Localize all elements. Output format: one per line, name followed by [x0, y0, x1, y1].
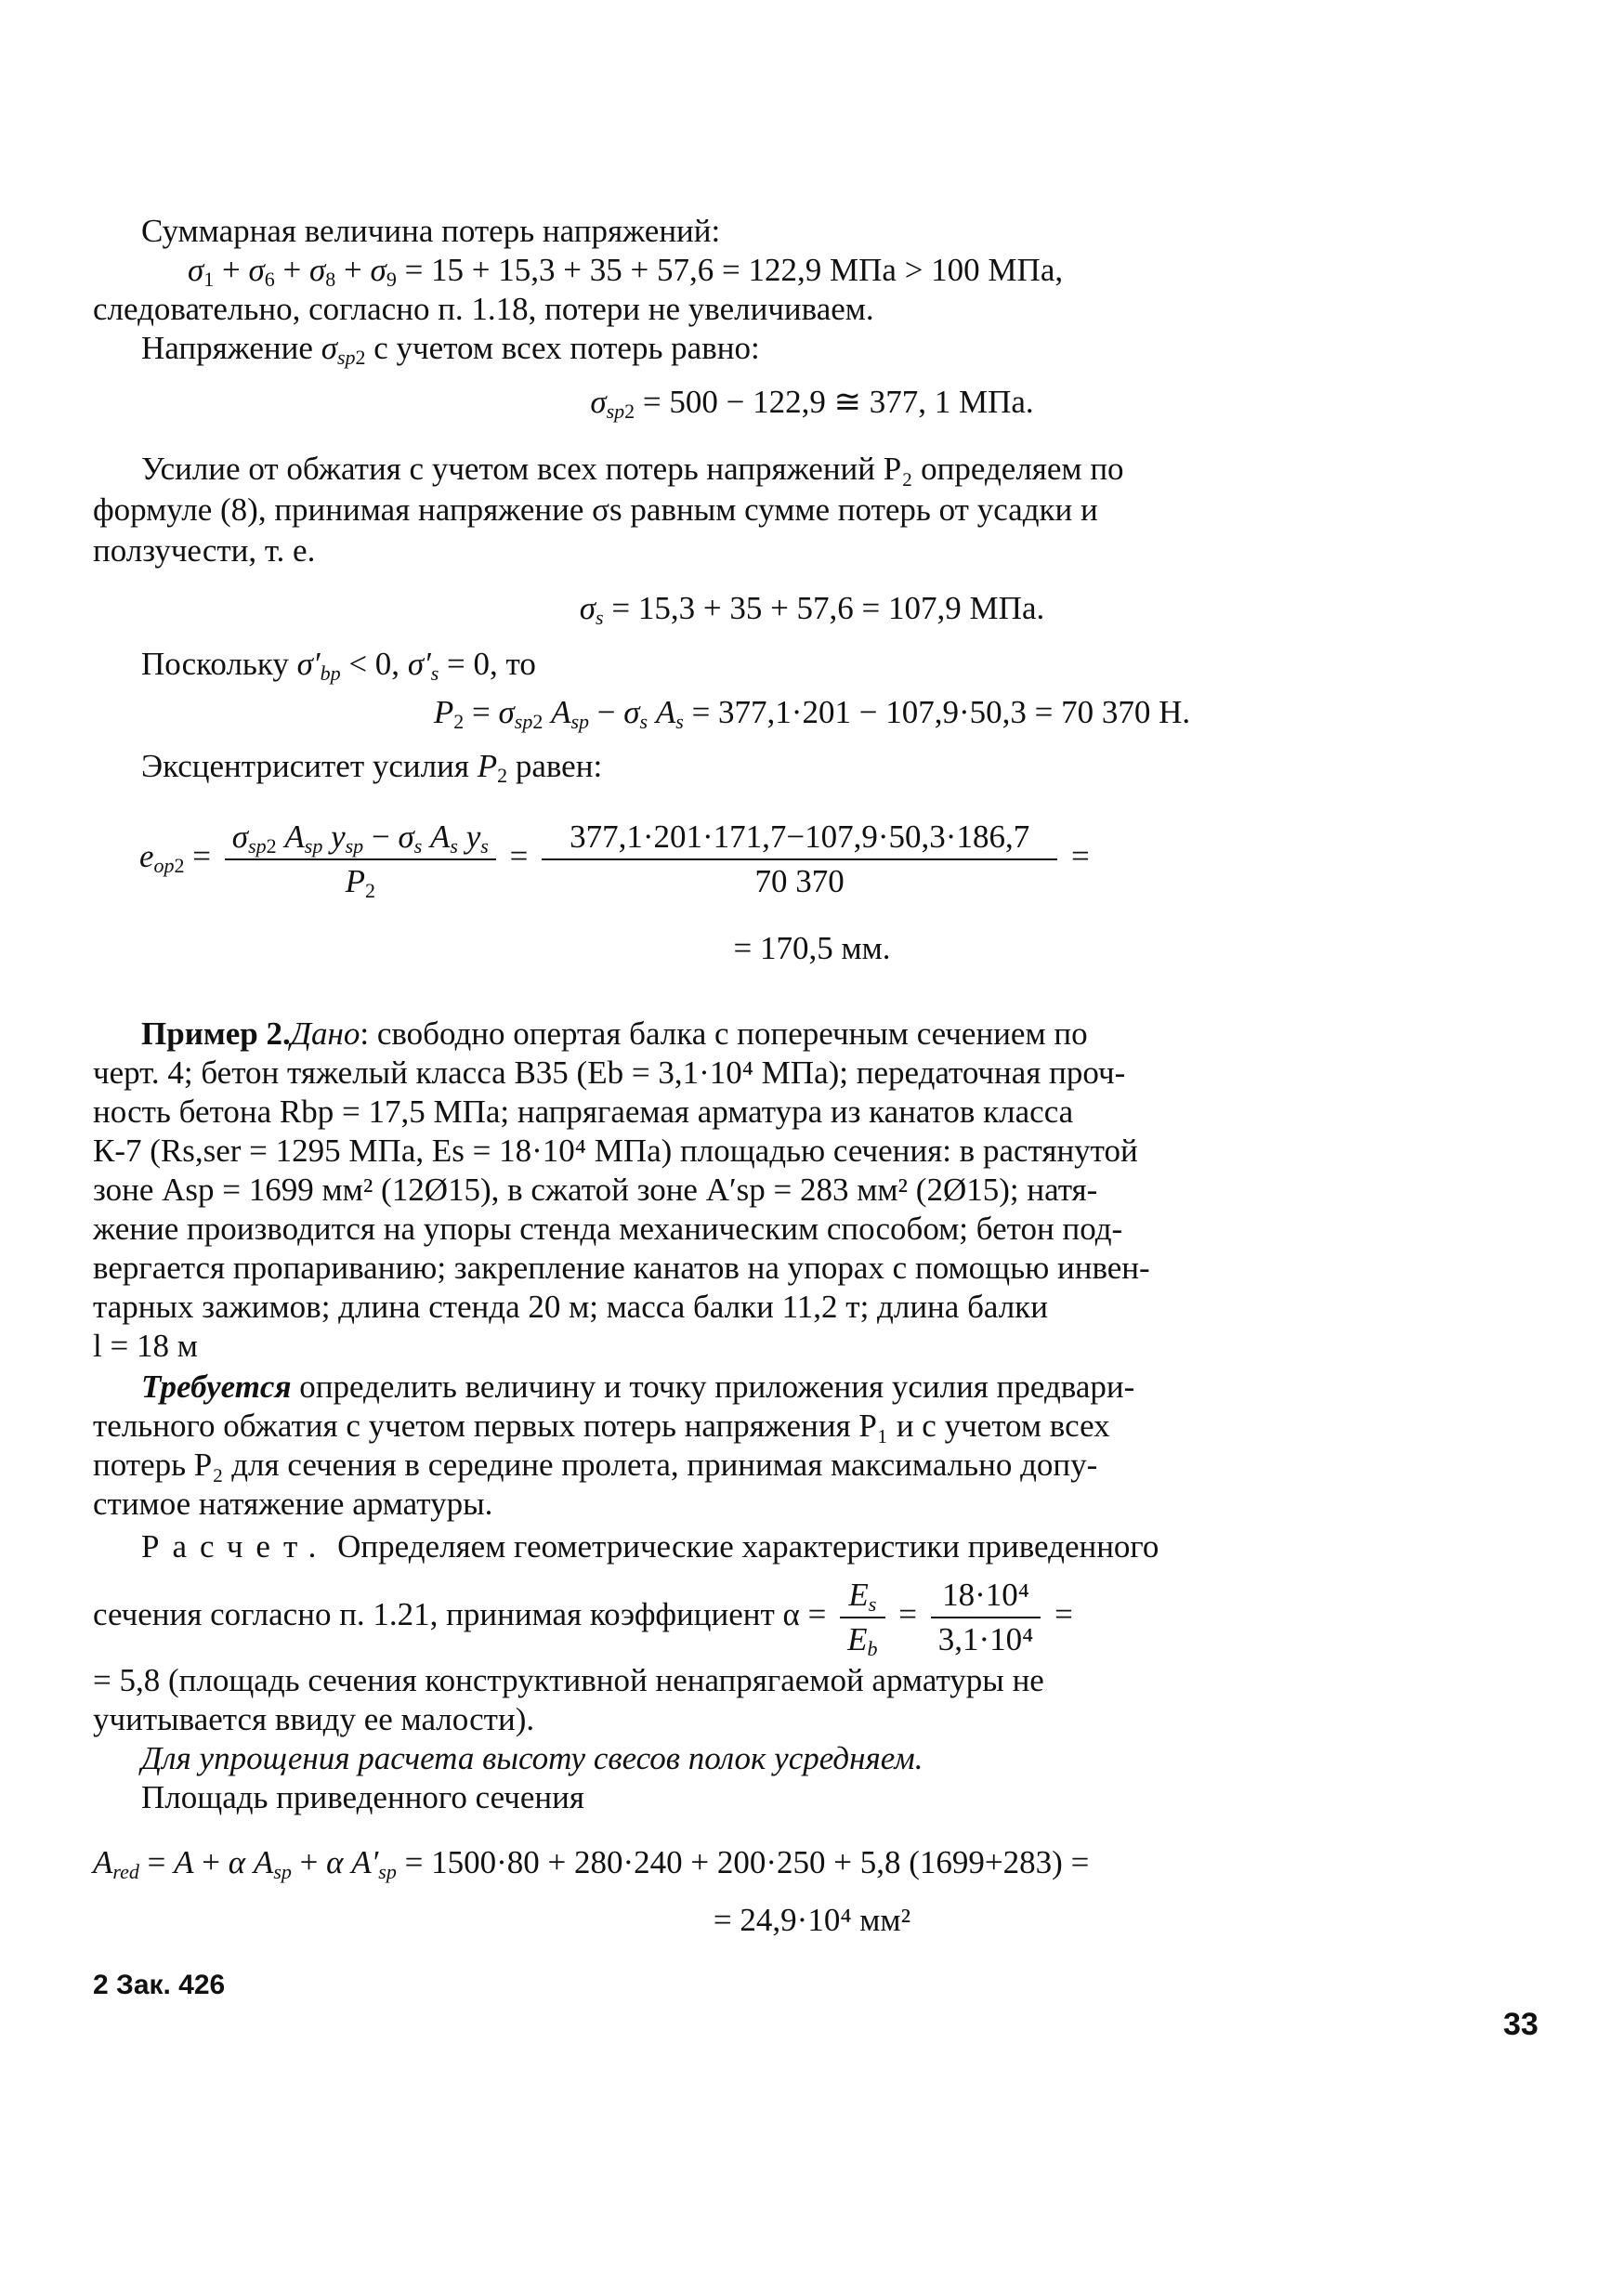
- text-line: Эксцентриситет усилия $P_2$ равен:: [141, 748, 603, 787]
- text-line: вергается пропариванию; закрепление канатов на упорах с помощью инвен-: [93, 1250, 1150, 1286]
- text-line: учитывается ввиду ее малости).: [93, 1701, 535, 1737]
- text-line: Пример 2.Дано: свободно опертая балка с поперечным сечением по: [141, 1015, 1088, 1052]
- text-line: Поскольку $\sigma'_{bp} < 0$, $\sigma'_s = 0$, то: [141, 646, 536, 685]
- text-line: ползучести, т. е.: [93, 532, 316, 569]
- formula-p2: $P_2 = \sigma_{sp2}$ $A_{sp} - \sigma_s$ $A_s = 377,1\cdot 201 - 107,9\cdot 50,3 = 70$ 370 Н.: [433, 694, 1191, 733]
- formula-ared-result: = 24,9·10⁴ мм²: [713, 1902, 911, 1938]
- fraction: $\frac{377,1\cdot 201\cdot 171,7-107,9\cdot 50,3\cdot 186,7}{70 370}$: [542, 818, 1057, 901]
- text-line: Напряжение $\sigma_{sp2}$ с учетом всех потерь равно:: [141, 330, 760, 369]
- text-line: формуле (8), принимая напряжение σs равным сумме потерь от усадки и: [93, 491, 1098, 528]
- text-line: Усилие от обжатия с учетом всех потерь напряжений P₂ определяем по: [141, 451, 1124, 487]
- text-line: Требуется определить величину и точку приложения усилия предвари-: [141, 1369, 1135, 1405]
- text-line: К-7 (Rs,ser = 1295 МПа, Es = 18·10⁴ МПа) площадью сечения: в растянутой: [93, 1133, 1138, 1169]
- page-number: 33: [1503, 2007, 1539, 2042]
- text-line: жение производится на упоры стенда механическим способом; бетон под-: [93, 1211, 1123, 1247]
- text-line: Суммарная величина потерь напряжений:: [141, 213, 721, 249]
- formula-sigma-s: $\sigma_s = 15,3 + 35 + 57,6 = 107,9$ МПа.: [579, 590, 1045, 629]
- formula-eccentricity: $e_{op2}$ = $\frac{\sigma_{sp2} A_{sp} y_{sp} - \sigma_s A_s y_s}{P_2}$ = $\frac{377,1\cdot 201\cdot 171,7-107,9\cdot 50,3\cdot 186,7}{70 370}$ =: [139, 819, 1090, 902]
- text-line: l = 18 м: [93, 1328, 198, 1364]
- formula-losses-sum: $\sigma_1 + \sigma_6 + \sigma_8 + \sigma_9 = 15 + 15,3 + 35 + 57,6 = 122,9$ МПа > 100 МПа,: [188, 252, 1064, 291]
- formula-result: = 170,5 мм.: [733, 930, 891, 966]
- fraction: $\frac{E_s}{E_b}$: [840, 1576, 884, 1659]
- formula-alpha: сечения согласно п. 1.21, принимая коэффициент α = $\frac{E_s}{E_b}$ = $\frac{\text{18·10⁴}}{\text{3,1·10⁴}}$ =: [93, 1577, 1073, 1660]
- text-line: следовательно, согласно п. 1.18, потери не увеличиваем.: [93, 291, 874, 327]
- formula-sigma-sp2: $\sigma_{sp2} = 500 - 122,9$ ≅ 377, 1 МПа.: [590, 384, 1034, 423]
- fraction: $\frac{\text{18·10⁴}}{\text{3,1·10⁴}}$: [931, 1576, 1041, 1659]
- text-line: = 5,8 (площадь сечения конструктивной ненапрягаемой арматуры не: [93, 1662, 1044, 1698]
- text-line: тарных зажимов; длина стенда 20 м; масса балки 11,2 т; длина балки: [93, 1289, 1048, 1325]
- text-line: Площадь приведенного сечения: [141, 1779, 584, 1815]
- text-line: зоне Asp = 1699 мм² (12Ø15), в сжатой зоне A′sp = 283 мм² (2Ø15); натя-: [93, 1172, 1098, 1208]
- text-line: стимое натяжение арматуры.: [93, 1486, 493, 1522]
- printing-mark: 2 Зак. 426: [93, 1970, 226, 2000]
- text-line: тельного обжатия с учетом первых потерь напряжения P₁ и с учетом всех: [93, 1408, 1110, 1444]
- text-line: Расчет. Определяем геометрические характеристики приведенного: [141, 1528, 1159, 1565]
- text-line: ность бетона Rbp = 17,5 МПа; напрягаемая арматура из канатов класса: [93, 1094, 1074, 1130]
- text-line: черт. 4; бетон тяжелый класса B35 (Eb = 3,1·10⁴ МПа); передаточная проч-: [93, 1054, 1126, 1091]
- text-line: потерь P₂ для сечения в середине пролета, принимая максимально допу-: [93, 1447, 1098, 1483]
- formula-ared: $A_{red} = A + \alpha$ $A_{sp} + \alpha$ $A'_{sp} = 1500\cdot 80 + 280\cdot 240 + 200\cdot 250 + 5,8$ (1699+283) =: [93, 1844, 1090, 1883]
- fraction: $\frac{\sigma_{sp2} A_{sp} y_{sp} - \sigma_s A_s y_s}{P_2}$: [225, 818, 496, 901]
- text-line: Для упрощения расчета высоту свесов полок усредняем.: [141, 1740, 923, 1776]
